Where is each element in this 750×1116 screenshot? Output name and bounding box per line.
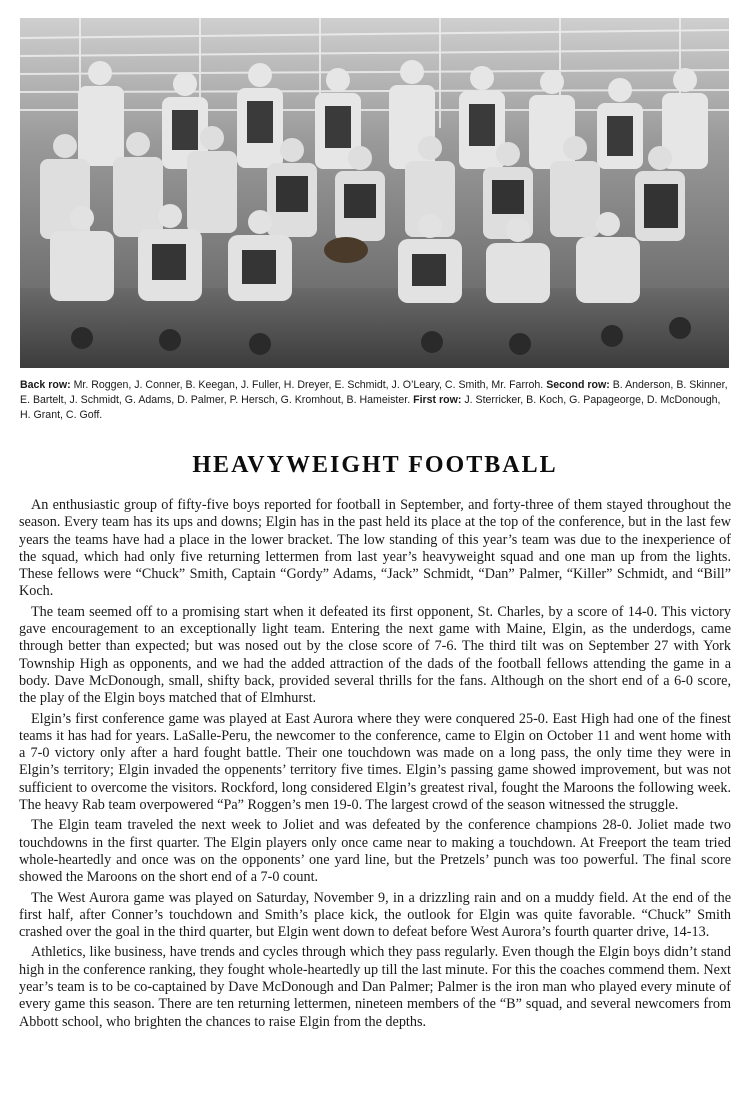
team-photo-drawing [20, 18, 729, 368]
first-row-label: First row: [413, 394, 462, 406]
back-row-names: Mr. Roggen, J. Conner, B. Keegan, J. Fuller, H. Dreyer, E. Schmidt, J. O’Leary, C. Smith, Mr. Farroh. [73, 379, 544, 391]
football [324, 237, 368, 263]
paragraph: The Elgin team traveled the next week to Joliet and was defeated by the conference champions 28-0. Joliet made two touchdowns in the first quarter. The Elgin players only once came near to making a touchdown. At Freeport the team tried whole-heartedly and once was on the opponents’ one yard line, but the Pretzels’ punch was too powerful. The final score showed the Maroons on the short end of a 7-0 count. [19, 817, 731, 886]
paragraph: An enthusiastic group of fifty-five boys reported for football in September, and forty-three of them stayed throughout the season. Every team has its ups and downs; Elgin has in the past held its place at the top of the conference, but in the last few years the teams have had a place in the lower bracket. The low standing of this year’s team was due to the inexperience of the squad, which had only five returning lettermen from last year’s heavyweight squad and one man up from the lights. These fellows were “Chuck” Smith, Captain “Gordy” Adams, “Jack” Schmidt, “Dan” Palmer, “Killer” Schmidt, and “Bill” Koch. [19, 497, 731, 600]
paragraph: The West Aurora game was played on Saturday, November 9, in a drizzling rain and on a muddy field. At the end of the first half, after Conner’s touchdown and Smith’s place kick, the outlook for Elgin was quite favorable. “Chuck” Smith crashed over the goal in the third quarter, but Elgin went down to defeat before West Aurora’s fourth quarter drive, 14-13. [19, 889, 731, 941]
page-title: HEAVYWEIGHT FOOTBALL [192, 452, 558, 478]
article-body [19, 497, 731, 1034]
paragraph: Athletics, like business, have trends and cycles through which they pass regularly. Even though the Elgin boys didn’t stand high in the conference ranking, they fought whole-heartedly up till the last minute. For this the coaches commend them. Next year’s team is to be co-captained by Dave McDonough and Dan Palmer; Palmer is the iron man who played every minute of every game this season. There are ten returning lettermen, nineteen members of the “B” squad, and several newcomers from Abbott school, who brighten the chances to raise Elgin from the depths. [19, 944, 731, 1030]
second-row-label: Second row: [546, 379, 610, 391]
team-photo [20, 18, 729, 368]
paragraph: Elgin’s first conference game was played at East Aurora where they were conquered 25-0. East High had one of the finest teams it has had for years. LaSalle-Peru, the newcomer to the conference, came to Elgin on October 11 and went home with a 7-0 victory only after a hard fought battle. Their one touchdown was made on a long pass, the only time they were in Elgin’s territory; Elgin invaded the oppenents’ territory five times. Elgin’s passing game showed improvement, but was not sufficient to overcome the visitors. Rockford, long considered Elgin’s greatest rival, fought the Maroons the following week. The heavy Rab team overpowered “Pa” Roggen’s men 19-0. The largest crowd of the season witnessed the struggle. [19, 710, 731, 814]
first-row-names: J. Sterricker, B. Koch, G. Papageorge, D. McDonough, H. Grant, C. Goff. [20, 394, 721, 421]
photo-caption [20, 378, 732, 423]
paragraph: The team seemed off to a promising start when it defeated its first opponent, St. Charles, by a score of 14-0. This victory gave encouragement to an exceptionally light team. Entering the next game with Maine, Elgin, as the underdogs, came through better than expected; but was nosed out by the close score of 7-6. The third tilt was on September 27 with York Township High as opponents, and we had the added attraction of the dads of the football fellows attending the game in a body. Dave McDonough, small, shifty back, provided several thrills for the fans. Although on the short end of a 6-0 score, the play of the Elgin boys matched that of Elmhurst. [19, 603, 731, 707]
second-row-names: B. Anderson, B. Skinner, E. Bartelt, J. Schmidt, G. Adams, D. Palmer, P. Hersch, G. Kromhout, B. Hameister. [20, 379, 728, 406]
back-row-label: Back row: [20, 379, 71, 391]
